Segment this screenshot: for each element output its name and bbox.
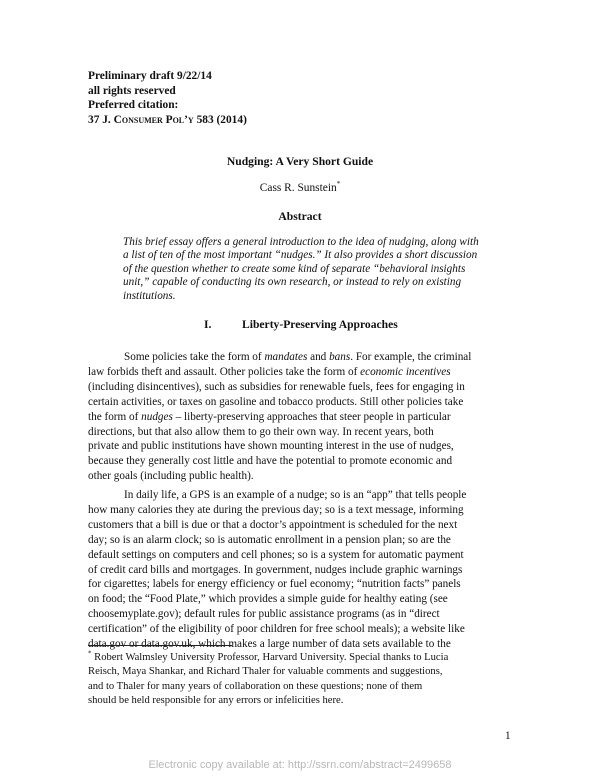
draft-date: Preliminary draft 9/22/14: [88, 70, 212, 82]
citation-label: Preferred citation:: [88, 99, 179, 112]
page-number: 1: [505, 730, 511, 742]
rights-notice: all rights reserved: [88, 84, 176, 97]
footnote-separator: [88, 645, 232, 646]
draft-header: [88, 69, 247, 127]
author-footnote-marker: *: [336, 180, 341, 189]
body-paragraph-1: Some policies take the form of mandates and bans. For example, the criminal law forbids theft and assault. Other policies take the form of economic incentives (including disincentives), such as subsidies for renewable fuels, fees for engaging in certain activities, or taxes on gasoline and tobacco products. Still other policies take the form of nudges – liberty-preserving approaches that steer people in particular directions, but that also allow them to go their own way. In recent years, both private and public institutions have shown mounting interest in the use of nudges, because they generally cost little and have the potential to promote economic and other goals (including public health).: [88, 351, 472, 483]
body-paragraph-2: In daily life, a GPS is an example of a nudge; so is an “app” that tells people how many calories they ate during the previous day; so is a text message, informing customers that a bill is due or that a doctor’s appointment is scheduled for the next day; so is an alarm clock; so is automatic enrollment in a pension plan; so are the default settings on computers and cell phones; so is a system for automatic payment of credit card bills and mortgages. In government, nudges include graphic warnings for cigarettes; labels for energy efficiency or fuel economy; “nutrition facts” panels on food; the “Food Plate,” which provides a simple guide for healthy eating (see choosemyplate.gov); default rules for public assistance programs (as in “direct certification” of the eligibility of poor children for free school meals); a website like data.gov or data.gov.uk, which makes a large number of data sets available to the: [88, 489, 467, 651]
author-name: Cass R. Sunstein: [259, 182, 337, 194]
citation: 37 J. Consumer Pol’y 583 (2014): [88, 113, 247, 126]
footnote: * Robert Walmsley University Professor, Harvard University. Special thanks to Lucia Reisch, Maya Shankar, and Richard Thaler for valuable comments and suggestions, and to Thaler for many years of collaboration on these questions; none of them should be held responsible for any errors or infelicities here.: [88, 649, 449, 707]
section-title: Liberty-Preserving Approaches: [242, 318, 398, 331]
ssrn-footer: Electronic copy available at: http://ssrn.com/abstract=2499658: [148, 759, 452, 771]
abstract-text: This brief essay offers a general introduction to the idea of nudging, along with a list of ten of the most important “nudges.” It also provides a short discussion of the question whether to create some kind of separate “behavioral insights unit,” capable of conducting its own research, or instead to rely on existing institutions.: [123, 236, 479, 302]
paper-title: Nudging: A Very Short Guide: [226, 155, 374, 168]
footnote-marker: *: [88, 649, 92, 658]
abstract-heading: Abstract: [278, 210, 322, 223]
section-number: I.: [204, 318, 212, 331]
author-line: [0, 182, 600, 194]
